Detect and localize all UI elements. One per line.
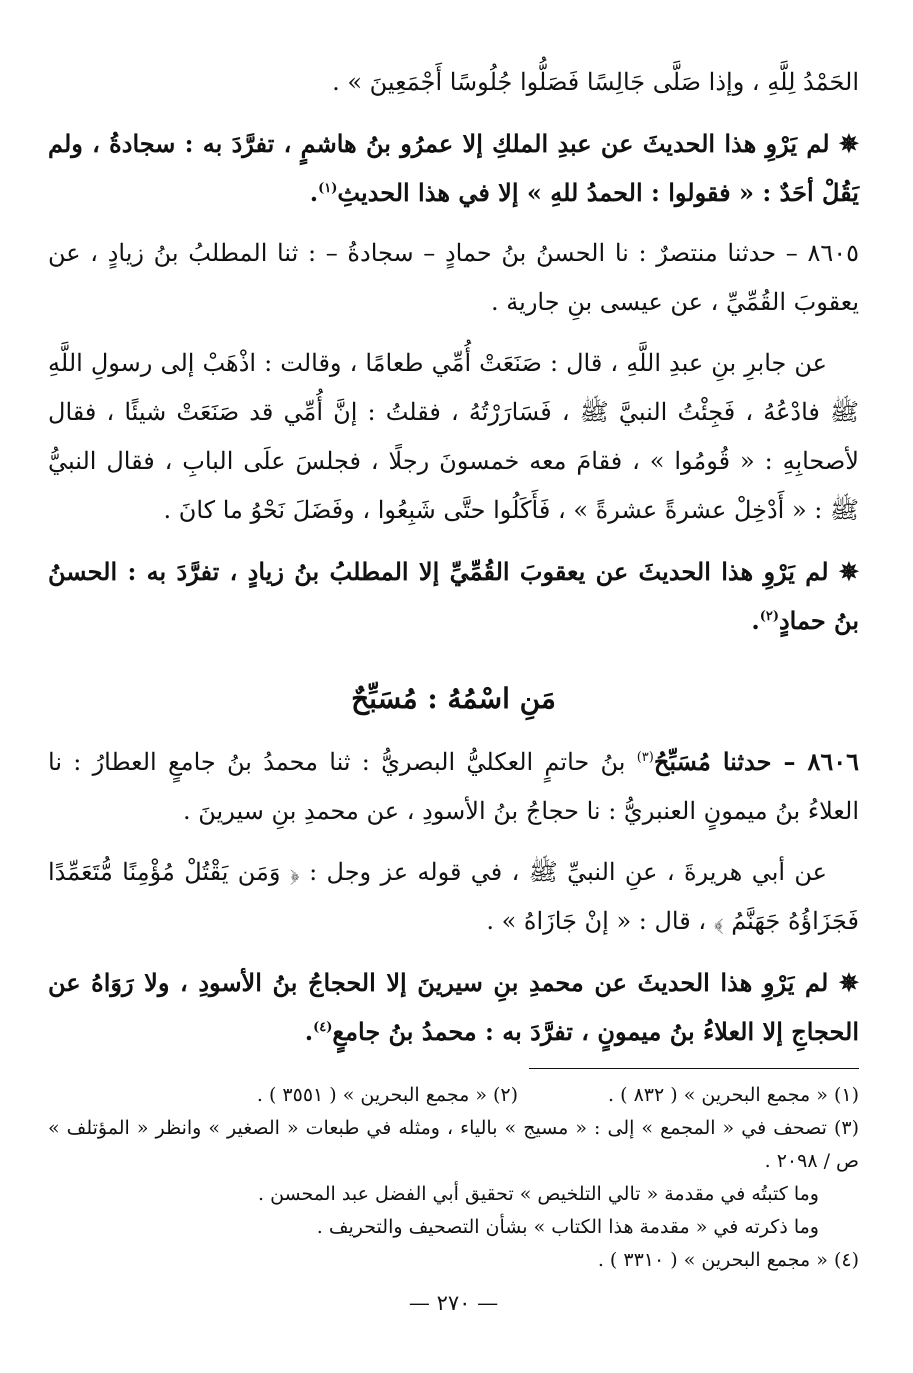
footnote-ref-1: (١): [318, 181, 338, 196]
hadith-8605-isnad: ٨٦٠٥ – حدثنا منتصرٌ : نا الحسنُ بنُ حمادٍ – سجادةُ – : ثنا المطلبُ بنُ زيادٍ ، عن يعقوبَ القُمِّيِّ ، عن عيسى بنِ جارية .: [48, 239, 859, 316]
end-mark: .: [309, 178, 319, 207]
paragraph-continuation: الحَمْدُ لِلَّهِ ، وإذا صَلَّى جَالِسًا فَصَلُّوا جُلُوسًا أَجْمَعِينَ » .: [332, 68, 859, 96]
section-heading: مَنِ اسْمُهُ : مُسَبِّحٌ: [351, 682, 556, 715]
isnad-text: بنُ حاتمٍ العكليُّ البصريُّ : ثنا محمدُ بنُ جامعٍ العطارُ : نا العلاءُ بنُ ميمونٍ العنبريُّ : نا حجاجُ بنُ الأسودِ ، عن محمدِ بنِ سيرينَ .: [48, 748, 859, 825]
page-number: — ٢٧٠ —: [408, 1291, 499, 1315]
commentary-text: ✵ لم يَرْوِ هذا الحديثَ عن محمدِ بنِ سيرينَ إلا الحجاجُ بنُ الأسودِ ، ولا رَوَاهُ عن الحجاجِ إلا العلاءُ بنُ ميمونٍ ، تفرَّدَ به : محمدُ بنُ جامعٍ: [48, 968, 859, 1046]
footnote-row-1-2: [48, 1079, 859, 1112]
end-mark: .: [304, 1017, 314, 1046]
commentary-paragraph-3: [48, 958, 859, 1056]
hadith-number-lead: ٨٦٠٦ – حدثنا مُسَبِّحُ: [653, 747, 860, 776]
footnote-divider: [529, 1068, 859, 1069]
footnote-1: (١) « مجمع البحرين » ( ٨٣٢ ) .: [608, 1084, 859, 1106]
footnote-3-continued-2: وما ذكرته في « مقدمة هذا الكتاب » بشأن التصحيف والتحريف .: [316, 1216, 819, 1238]
commentary-text: ✵ لم يَرْوِ هذا الحديثَ عن عبدِ الملكِ إلا عمرُو بنُ هاشمٍ ، تفرَّدَ به : سجادةُ ، ولم يَقُلْ أحَدٌ : « فقولوا : الحمدُ للهِ » إلا في هذا الحديثِ: [48, 129, 859, 207]
footnote-ref-4: (٤): [313, 1020, 333, 1035]
commentary-paragraph-1: [48, 119, 859, 217]
footnote-ref-2: (٢): [759, 609, 779, 624]
end-mark: .: [751, 606, 760, 635]
footnote-3: (٣) تصحف في « المجمع » إلى : « مسيج » بالياء ، ومثله في طبعات « الصغير » وانظر « المؤتلف » ص / ٢٠٩٨ .: [48, 1117, 859, 1172]
footnote-3-continued-1: وما كتبتُه في مقدمة « تالي التلخيص » تحقيق أبي الفضل عبد المحسن .: [258, 1183, 819, 1205]
footnote-2: (٢) « مجمع البحرين » ( ٣٥٥١ ) .: [256, 1084, 519, 1106]
footnote-ref-3: (٣): [636, 750, 654, 765]
footnote-4: (٤) « مجمع البحرين » ( ٣٣١٠ ) .: [597, 1249, 859, 1271]
commentary-text: ✵ لم يَرْوِ هذا الحديثَ عن يعقوبَ القُمِّيِّ إلا المطلبُ بنُ زيادٍ ، تفرَّدَ به : الحسنُ بنُ حمادٍ: [48, 557, 859, 635]
hadith-8605-matn: عن جابرِ بنِ عبدِ اللَّهِ ، قال : صَنَعَتْ أُمِّي طعامًا ، وقالت : اذْهَبْ إلى رسولِ اللَّهِ ﷺ فادْعُهُ ، فَجِئْتُ النبيَّ ﷺ ، فَسَارَرْتُهُ ، فقلتُ : إنَّ أُمِّي قد صَنَعَتْ شيئًا ، فقال لأصحابِهِ : « قُومُوا » ، فقامَ معه خمسونَ رجلًا ، فجلسَ علَى البابِ ، فقال النبيُّ ﷺ : « أَدْخِلْ عشرةً عشرةً » ، فَأَكَلُوا حتَّى شَبِعُوا ، وفَضَلَ نَحْوُ ما كانَ .: [48, 349, 859, 524]
commentary-paragraph-2: [48, 547, 859, 645]
footnotes: [48, 1079, 859, 1277]
hadith-8606-matn: عن أبي هريرةَ ، عنِ النبيِّ ﷺ ، في قوله عز وجل : ﴿ وَمَن يَقْتُلْ مُؤْمِنًا مُّتَعَمِّدًا فَجَزَاؤُهُ جَهَنَّمُ ﴾ ، قال : « إنْ جَازَاهُ » .: [48, 858, 859, 935]
hadith-8606-isnad: [48, 737, 859, 836]
